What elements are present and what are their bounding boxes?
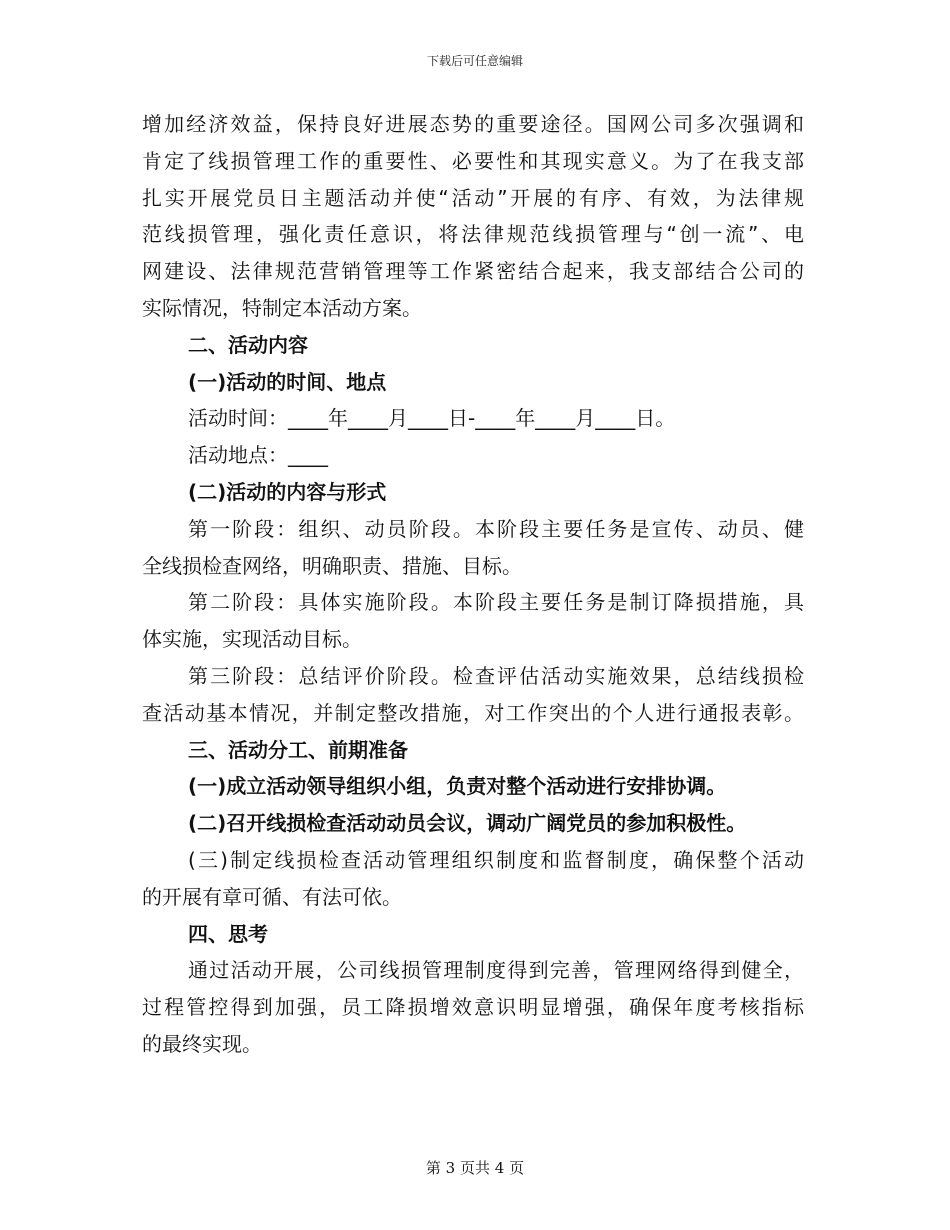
paragraph-line: 肯定了线损管理工作的重要性、必要性和其现实意义。为了在我支部 xyxy=(142,148,804,173)
paragraph-line: 通过活动开展，公司线损管理制度得到完善，管理网络得到健全， xyxy=(188,958,804,983)
paragraph-line: 全线损检查网络，明确职责、措施、目标。 xyxy=(142,553,522,578)
page-header: 下载后可任意编辑 xyxy=(426,54,523,68)
paragraph-line: 过程管控得到加强，员工降损增效意识明显增强，确保年度考核指标 xyxy=(142,995,804,1020)
paragraph-line: 第一阶段：组织、动员阶段。本阶段主要任务是宣传、动员、健 xyxy=(188,516,804,541)
paragraph-line: (三)制定线损检查活动管理组织制度和监督制度，确保整个活动 xyxy=(188,847,804,872)
activity-location: 活动地点：____ xyxy=(188,443,328,468)
paragraph-line: 扎实开展党员日主题活动并使“活动”开展的有序、有效，为法律规 xyxy=(142,185,804,210)
paragraph-line: 的开展有章可循、有法可依。 xyxy=(142,884,402,909)
subsection-heading: (一)活动的时间、地点 xyxy=(188,369,387,394)
paragraph-line: 查活动基本情况，并制定整改措施，对工作突出的个人进行通报表彰。 xyxy=(142,700,804,725)
paragraph-line: 的最终实现。 xyxy=(142,1031,262,1056)
activity-time: 活动时间：____年____月____日-____年____月____日。 xyxy=(188,406,676,431)
subsection-heading: (一)成立活动领导组织小组，负责对整个活动进行安排协调。 xyxy=(188,774,727,799)
document-body xyxy=(142,106,804,1063)
section-heading: 二、活动内容 xyxy=(188,332,308,357)
page-footer: 第 3 页共 4 页 xyxy=(425,1159,525,1177)
paragraph-line: 增加经济效益，保持良好进展态势的重要途径。国网公司多次强调和 xyxy=(142,112,804,136)
subsection-heading: (二)召开线损检查活动动员会议，调动广阔党员的参加积极性。 xyxy=(188,811,747,836)
paragraph-line: 实际情况，特制定本活动方案。 xyxy=(142,295,422,320)
paragraph-line: 范线损管理，强化责任意识，将法律规范线损管理与“创一流”、电 xyxy=(142,222,804,247)
paragraph-line: 第三阶段：总结评价阶段。检查评估活动实施效果，总结线损检 xyxy=(188,663,804,688)
paragraph-line: 体实施，实现活动目标。 xyxy=(142,627,362,652)
paragraph-line: 第二阶段：具体实施阶段。本阶段主要任务是制订降损措施，具 xyxy=(188,590,804,615)
section-heading: 三、活动分工、前期准备 xyxy=(188,737,408,762)
paragraph-line: 网建设、法律规范营销管理等工作紧密结合起来，我支部结合公司的 xyxy=(142,259,804,284)
subsection-heading: (二)活动的内容与形式 xyxy=(188,479,387,504)
section-heading: 四、思考 xyxy=(188,921,268,946)
